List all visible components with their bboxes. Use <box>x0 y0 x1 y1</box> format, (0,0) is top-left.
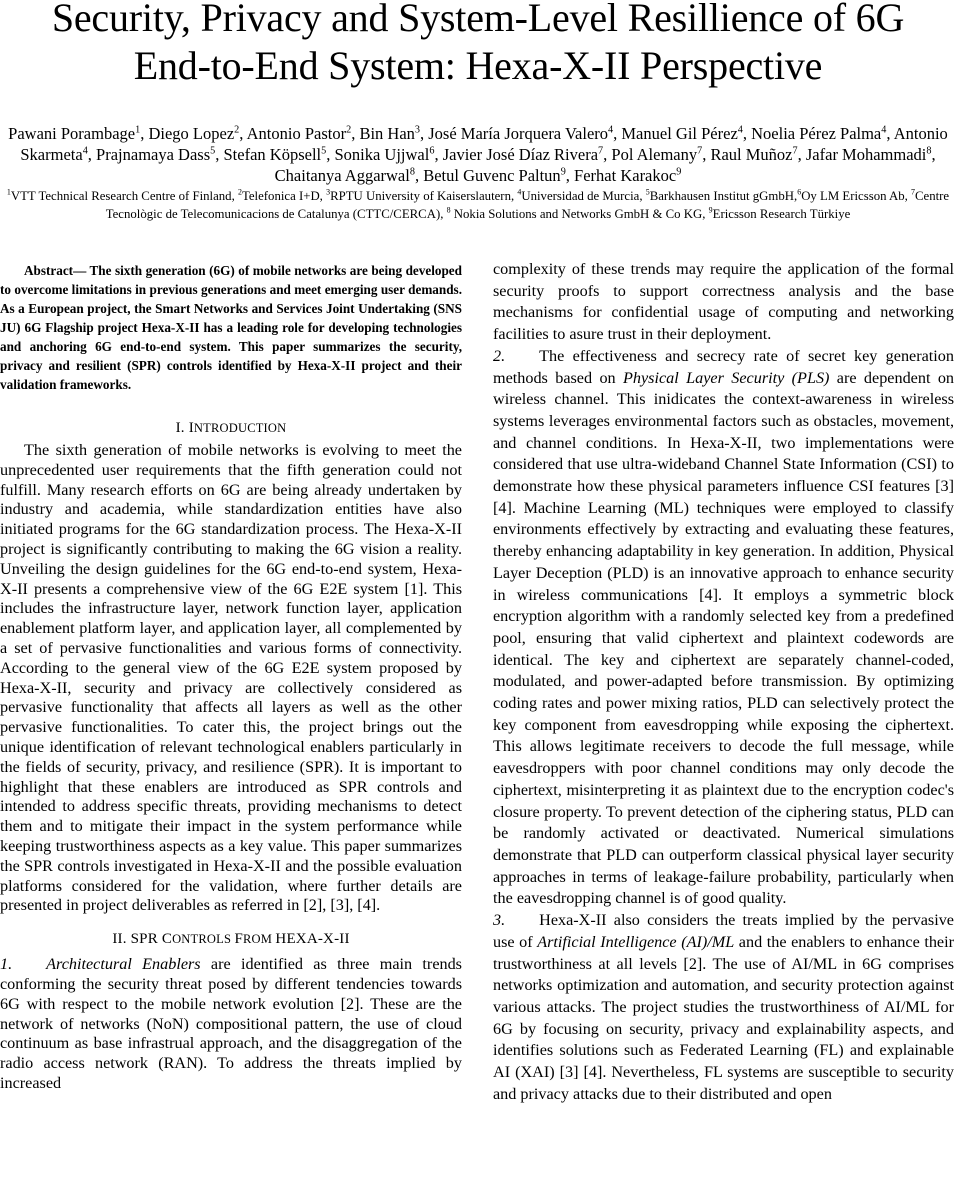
section-title-tail: HEXA-X-II <box>275 931 350 948</box>
item-number: 2. <box>493 346 506 365</box>
section-heading-spr-controls <box>0 929 462 949</box>
affiliation-text: Nokia Solutions and Networks GmbH & Co KG, <box>450 206 709 221</box>
author-name: Jafar Mohammadi <box>805 145 927 164</box>
author-affiliation-number: 2 <box>346 124 352 136</box>
author-list: Pawani Porambage$^1$, Diego Lopez$^2$, Antonio Pastor$^2$, Bin Han$^3$, José María Jorquera Valero$^4$, Manuel Gil Pérez$^4$, Noelia Pérez Palma$^4$, Antonio Skarmeta$^4$, Prajnamaya Dass$^5$, Stefan Köpsell$^5$, Sonika Ujjwal$^6$, Javier José Díaz Rivera$^7$, Pol Alemany$^7$, Raul Muñoz$^7$, Jafar Mohammadi$^8$, Chaitanya Aggarwal$^8$, Betul Guvenc Paltun$^9$, Ferhat Karakoc$^9$ <box>8 124 948 185</box>
item-number: 3. <box>493 911 506 930</box>
title-line-2: End-to-End System: Hexa-X-II Perspective <box>133 43 823 88</box>
author-name: José María Jorquera Valero <box>428 124 609 143</box>
paper-title <box>0 0 956 90</box>
author-affiliation-number: 7 <box>792 145 798 157</box>
author-affiliation-number: 7 <box>598 145 604 157</box>
abstract-dash: — <box>73 263 87 278</box>
author-name: Betul Guvenc Paltun <box>423 166 561 185</box>
author-affiliation-number: 1 <box>135 124 141 136</box>
author-affiliation-number: 4 <box>82 145 88 157</box>
affiliation-text: VTT Technical Research Centre of Finland, <box>10 189 238 203</box>
section-title-r2: ROM <box>243 932 276 947</box>
author-affiliation-number: 3 <box>414 124 421 136</box>
item-architectural-enablers <box>0 955 462 1094</box>
section-title-rest: NTRODUCTION <box>193 421 287 435</box>
author-affiliation-number: 8 <box>409 166 415 178</box>
section-title-initial: I <box>188 420 194 436</box>
affiliation-number: 6 <box>797 187 802 197</box>
author-name: Raul Muñoz <box>710 145 793 164</box>
author-name: Antonio Pastor <box>246 124 347 143</box>
item-term: Artificial Intelligence (AI)/ML <box>537 932 735 951</box>
author-affiliation-number: 7 <box>697 145 703 157</box>
author-name: Bin Han <box>359 124 415 143</box>
section-title-c2: F <box>234 931 243 948</box>
item-term: Architectural Enablers <box>46 955 201 974</box>
affiliation-number: 4 <box>517 187 522 197</box>
item-physical-layer-security <box>493 346 954 910</box>
section-heading-introduction <box>0 418 462 438</box>
item-text-b: and the enablers to enhance their trustworthiness at all levels [2]. The use of AI/ML in 6G comprises networks optimization and automation, and security protection against various attacks. The project studies the trustworthiness of AI/ML for 6G by focusing on security, privacy and explainability aspects, and identifies solutions such as Federated Learning (FL) and explainable AI (XAI) [3] [4]. Nevertheless, FL systems are susceptible to security and privacy attacks due to their distributed and open <box>493 932 954 1103</box>
author-affiliation-number: 9 <box>560 166 566 178</box>
author-name: Diego Lopez <box>148 124 235 143</box>
author-affiliation-number: 2 <box>234 124 240 136</box>
abstract-text: The sixth generation (6G) of mobile networks are being developed to overcome limitations in previous generations and meet emerging user demands. As a European project, the Smart Networks and Services Joint Undertaking (SNS JU) 6G Flagship project Hexa-X-II has a leading role for developing technologies and anchoring 6G end-to-end system. This paper summarizes the security, privacy and resilient (SPR) controls identified by Hexa-X-II project and their validation frameworks. <box>0 263 462 392</box>
item-ai-ml <box>493 910 954 1105</box>
item-number: 1. <box>0 955 13 974</box>
affiliation-text: Centre Tecnològic de Telecomunicacions de Catalunya (CTTC/CERCA), <box>105 189 950 221</box>
affiliation-text: Barkhausen Institut gGmbH, <box>649 189 798 203</box>
affiliation-number: 9 <box>708 205 713 215</box>
section-title-r1: ONTROLS <box>172 932 235 947</box>
author-name: Antonio Skarmeta <box>20 124 948 164</box>
author-name: Ferhat Karakoc <box>574 166 677 185</box>
affiliation-number: 3 <box>326 187 331 197</box>
author-affiliation-number: 5 <box>321 145 327 157</box>
continued-paragraph: complexity of these trends may require the application of the formal security proofs to support correctness analysis and the base mechanisms for confidential usage of computing and networking facilities to asure trust in their deployment. <box>493 260 954 344</box>
author-name: Javier José Díaz Rivera <box>442 145 599 164</box>
section-number: I. <box>175 420 185 436</box>
introduction-paragraph: The sixth generation of mobile networks is evolving to meet the unprecedented user requirements that the fifth generation could not fulfill. Many research efforts on 6G are being already undertaken by industry and academia, while standardization entities have also initiated programs for the 6G standardization process. The Hexa-X-II project is significantly contributing to making the 6G vision a reality. Unveiling the design guidelines for the 6G end-to-end system, Hexa-X-II presents a comprehensive view of the 6G E2E system [1]. This includes the infrastructure layer, network function layer, application enablement platform layer, and application layer, all complemented by a set of pervasive functionalities and various forms of connectivity. According to the general view of the 6G E2E system proposed by Hexa-X-II, security and privacy are collectively considered as pervasive functionality that affects all layers as well as the other pervasive functionalities. To cater this, the project brings out the unique identification of relevant technological enablers particularly in the fields of security, privacy, and resilience (SPR). It is important to highlight that these enablers are introduced as SPR controls and intended to address specific threats, providing mechanisms to detect them and to mitigate their impact in the system performance while keeping trustworthiness aspects as a key value. This paper summarizes the SPR controls investigated in Hexa-X-II and the possible evaluation platforms considered for the validation, where further details are presented in project deliverables as referred in [2], [3], [4]. <box>0 441 462 915</box>
author-affiliation-number: 6 <box>429 145 435 157</box>
item-text-a: Hexa-X-II also considers the treats implied by the pervasive use of <box>493 911 954 951</box>
author-affiliation-number: 4 <box>737 124 743 136</box>
author-affiliation-number: 5 <box>210 145 216 157</box>
affiliation-list <box>4 188 952 223</box>
author-affiliation-number: 8 <box>926 145 932 157</box>
author-affiliation-number: 9 <box>676 166 682 178</box>
item-text: are identified as three main trends conforming the security threat posed by different tendencies towards 6G with respect to the mobile network evolution [2]. These are the network of networks (NoN) compositional pattern, the use of cloud continuum as base infrastrual approach, and the disaggregation of the radio access network (RAN). To address the threats implied by increased <box>0 955 462 1092</box>
affiliation-number: 2 <box>237 187 242 197</box>
author-name: Pawani Porambage <box>8 124 136 143</box>
author-name: Manuel Gil Pérez <box>621 124 738 143</box>
title-line-1: Security, Privacy and System-Level Resillience of 6G <box>51 0 905 40</box>
affiliation-text: Ericsson Research Türkiye <box>712 206 851 221</box>
affiliation-text: Oy LM Ericsson Ab, <box>801 189 912 203</box>
affiliation-text: Universidad de Murcia, <box>521 189 646 203</box>
author-name: Chaitanya Aggarwal <box>274 166 410 185</box>
author-name: Pol Alemany <box>611 145 698 164</box>
abstract <box>0 261 462 394</box>
right-column <box>493 259 954 1105</box>
abstract-lead: Abstract <box>24 263 74 278</box>
left-column <box>0 261 462 1094</box>
item-text-b: are dependent on wireless channel. This inidicates the context-awareness in wireless systems leverages environmental factors such as obstacles, movement, and channel conditions. In Hexa-X-II, two implementations were considered that use ultra-wideband Channel State Information (CSI) to demonstrate how these physical parameters influence CSI features [3] [4]. Machine Learning (ML) techniques were employed to classify environments effectively by extracting and evaluating these features, thereby enhancing adaptability in key generation. In addition, Physical Layer Deception (PLD) is an innovative approach to enhance security in wireless communications [4]. It employs a symmetric block encryption algorithm with a randomly selected key from a predefined pool, ensuring that valid ciphertext and plaintext codewords are identical. The key and ciphertext are separately channel-coded, modulated, and power-adapted before transmission. By optimizing coding rates and power mixing ratios, PLD can selectively protect the key component from eavesdropping while exposing the ciphertext. This allows legitimate receivers to decode the full message, while eavesdroppers with poor channel conditions may only decode the ciphertext, misinterpreting it as plaintext due to the encryption codec's closure property. To prevent detection of the ciphering status, PLD can be randomly activated or deactivated. Numerical simulations demonstrate that PLD can outperform classical physical layer security approaches in terms of leakage-failure probability, particularly when the eavesdropping channel is of good quality. <box>493 368 955 908</box>
author-affiliation-number: 4 <box>881 124 887 136</box>
author-affiliation-number: 4 <box>608 124 614 136</box>
affiliation-number: 8 <box>446 205 451 215</box>
item-text-a: The effectiveness and secrecy rate of secret key generation methods based on <box>493 346 954 387</box>
section-title-c1: C <box>161 931 173 948</box>
author-name: Noelia Pérez Palma <box>751 124 882 143</box>
author-name: Stefan Köpsell <box>223 145 322 164</box>
author-name: Prajnamaya Dass <box>96 145 211 164</box>
item-term: Physical Layer Security (PLS) <box>623 368 830 387</box>
section-number: II. <box>112 931 127 948</box>
affiliation-number: 1 <box>6 187 11 197</box>
affiliation-number: 5 <box>645 187 650 197</box>
author-name: Sonika Ujjwal <box>334 145 430 164</box>
affiliation-text: RPTU University of Kaiserslautern, <box>330 189 518 203</box>
affiliation-number: 7 <box>911 187 915 197</box>
affiliation-text: Telefonica I+D, <box>241 189 327 203</box>
section-title-spr: SPR <box>130 931 162 948</box>
